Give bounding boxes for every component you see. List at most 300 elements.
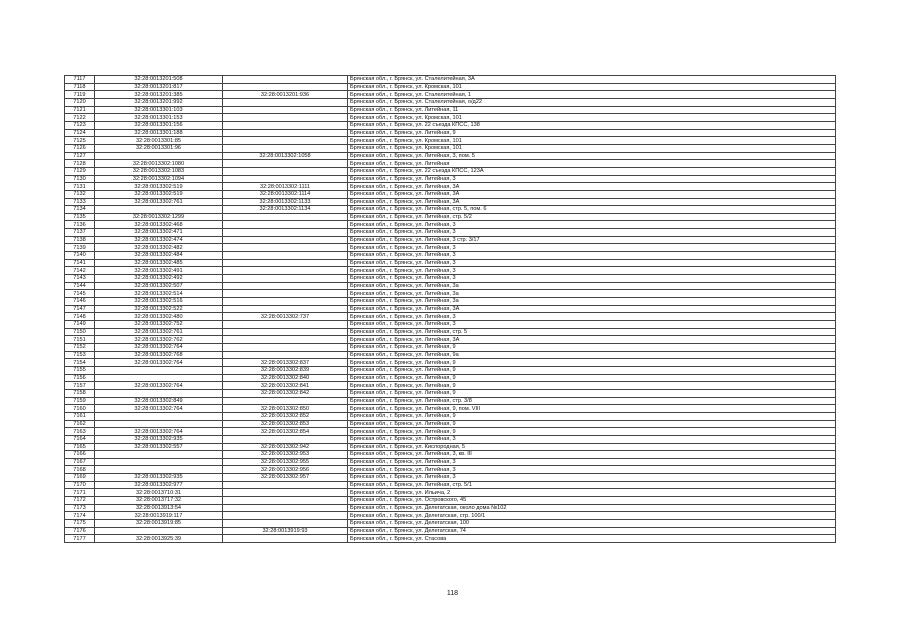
related-number-cell <box>223 129 348 137</box>
table-row <box>65 144 836 152</box>
row-number-cell: 7135 <box>65 213 95 221</box>
cadastral-number-cell: 32:28:0013302:1299 <box>95 213 223 221</box>
table-row <box>65 466 836 474</box>
table-row <box>65 481 836 489</box>
related-number-cell <box>223 167 348 175</box>
related-number-cell <box>223 504 348 512</box>
related-number-cell <box>223 229 348 237</box>
table-row <box>65 137 836 145</box>
row-number-cell: 7162 <box>65 420 95 428</box>
row-number-cell: 7136 <box>65 221 95 229</box>
table-row <box>65 114 836 122</box>
address-cell: Брянская обл., г. Брянск, ул. Литейная, 9 <box>348 343 836 351</box>
cadastral-number-cell: 32:28:0013302:516 <box>95 298 223 306</box>
table-row <box>65 206 836 214</box>
cadastral-number-cell: 32:28:0013710:31 <box>95 489 223 497</box>
cadastral-number-cell: 32:28:0013302:474 <box>95 236 223 244</box>
address-cell: Брянская обл., г. Брянск, ул. Литейная, 9 <box>348 389 836 397</box>
cadastral-number-cell: 32:28:0013717:32 <box>95 497 223 505</box>
table-row <box>65 343 836 351</box>
related-number-cell: 32:28:0013302:852 <box>223 412 348 420</box>
related-number-cell <box>223 435 348 443</box>
cadastral-number-cell <box>95 152 223 160</box>
related-number-cell: 32:28:0013302:854 <box>223 428 348 436</box>
address-cell: Брянская обл., г. Брянск, ул. Кромская, 101 <box>348 144 836 152</box>
related-number-cell <box>223 298 348 306</box>
row-number-cell: 7117 <box>65 76 95 84</box>
address-cell: Брянская обл., г. Брянск, ул. Литейная, 3 <box>348 229 836 237</box>
related-number-cell <box>223 328 348 336</box>
cadastral-number-cell: 32:28:0013302:507 <box>95 282 223 290</box>
related-number-cell: 32:28:0013919:93 <box>223 527 348 535</box>
related-number-cell <box>223 213 348 221</box>
address-cell: Брянская обл., г. Брянск, ул. Литейная, 3а <box>348 282 836 290</box>
table-row <box>65 198 836 206</box>
address-cell: Брянская обл., г. Брянск, ул. Литейная, 9, пом. VIII <box>348 405 836 413</box>
address-cell: Брянская обл., г. Брянск, ул. Литейная, 3 стр. 3/17 <box>348 236 836 244</box>
cadastral-number-cell: 32:28:0013302:519 <box>95 190 223 198</box>
address-cell: Брянская обл., г. Брянск, ул. Литейная, 3А <box>348 198 836 206</box>
cadastral-number-cell: 32:28:0013302:764 <box>95 428 223 436</box>
row-number-cell: 7122 <box>65 114 95 122</box>
address-cell: Брянская обл., г. Брянск, ул. Литейная, 9 <box>348 359 836 367</box>
related-number-cell <box>223 244 348 252</box>
table-row <box>65 428 836 436</box>
table-row <box>65 489 836 497</box>
row-number-cell: 7143 <box>65 275 95 283</box>
address-cell: Брянская обл., г. Брянск, ул. Литейная, 3 <box>348 252 836 260</box>
related-number-cell: 32:28:0013302:955 <box>223 458 348 466</box>
address-cell: Брянская обл., г. Брянск, ул. Литейная, 9 <box>348 382 836 390</box>
related-number-cell <box>223 282 348 290</box>
related-number-cell <box>223 497 348 505</box>
table-row <box>65 305 836 313</box>
address-cell: Брянская обл., г. Брянск, ул. Делегатская, 74 <box>348 527 836 535</box>
address-cell: Брянская обл., г. Брянск, ул. Литейная, стр. 5, пом. 6 <box>348 206 836 214</box>
cadastral-number-cell: 32:28:0013913:54 <box>95 504 223 512</box>
cadastral-number-cell <box>95 412 223 420</box>
address-cell: Брянская обл., г. Брянск, ул. Литейная, стр. 5/1 <box>348 481 836 489</box>
row-number-cell: 7153 <box>65 351 95 359</box>
cadastral-number-cell: 32:28:0013302:752 <box>95 321 223 329</box>
cadastral-number-cell: 32:28:0013302:761 <box>95 198 223 206</box>
address-cell: Брянская обл., г. Брянск, ул. Литейная, 9а <box>348 351 836 359</box>
table-row <box>65 458 836 466</box>
address-cell: Брянская обл., г. Брянск, ул. Литейная, 3А <box>348 183 836 191</box>
cadastral-number-cell: 32:28:0013302:480 <box>95 313 223 321</box>
address-cell: Брянская обл., г. Брянск, ул. 22 съезда КПСС, 123А <box>348 167 836 175</box>
table-row <box>65 520 836 528</box>
cadastral-number-cell <box>95 420 223 428</box>
row-number-cell: 7129 <box>65 167 95 175</box>
address-cell: Брянская обл., г. Брянск, ул. Сталелитейная, о/д22 <box>348 98 836 106</box>
cadastral-number-cell: 32:28:0013301:103 <box>95 106 223 114</box>
table-row <box>65 91 836 99</box>
row-number-cell: 7171 <box>65 489 95 497</box>
cadastral-number-cell: 32:28:0013302:977 <box>95 481 223 489</box>
cadastral-number-cell: 32:28:0013919:85 <box>95 520 223 528</box>
address-cell: Брянская обл., г. Брянск, ул. Литейная, 9 <box>348 412 836 420</box>
related-number-cell: 32:28:0013302:1058 <box>223 152 348 160</box>
table-row <box>65 328 836 336</box>
row-number-cell: 7164 <box>65 435 95 443</box>
table-row <box>65 474 836 482</box>
cadastral-number-cell: 32:28:0013301:156 <box>95 121 223 129</box>
row-number-cell: 7138 <box>65 236 95 244</box>
address-cell: Брянская обл., г. Брянск, ул. Литейная, 11 <box>348 106 836 114</box>
table-row <box>65 382 836 390</box>
row-number-cell: 7141 <box>65 259 95 267</box>
cadastral-number-cell: 32:28:0013302:1083 <box>95 167 223 175</box>
address-cell: Брянская обл., г. Брянск, ул. Литейная, 3А <box>348 336 836 344</box>
address-cell: Брянская обл., г. Брянск, ул. Литейная <box>348 160 836 168</box>
address-cell: Брянская обл., г. Брянск, ул. Литейная, стр. 3/8 <box>348 397 836 405</box>
address-cell: Брянская обл., г. Брянск, ул. Литейная, 9 <box>348 420 836 428</box>
row-number-cell: 7161 <box>65 412 95 420</box>
row-number-cell: 7156 <box>65 374 95 382</box>
related-number-cell: 32:28:0013302:839 <box>223 366 348 374</box>
table-row <box>65 527 836 535</box>
cadastral-number-cell <box>95 451 223 459</box>
row-number-cell: 7120 <box>65 98 95 106</box>
row-number-cell: 7130 <box>65 175 95 183</box>
address-cell: Брянская обл., г. Брянск, ул. Литейная, 9 <box>348 428 836 436</box>
related-number-cell <box>223 336 348 344</box>
row-number-cell: 7149 <box>65 321 95 329</box>
address-cell: Брянская обл., г. Брянск, ул. Литейная, 3 <box>348 221 836 229</box>
table-row <box>65 366 836 374</box>
address-cell: Брянская обл., г. Брянск, ул. Литейная, 3 <box>348 435 836 443</box>
table-row <box>65 405 836 413</box>
row-number-cell: 7119 <box>65 91 95 99</box>
cadastral-number-cell: 32:28:0013925:39 <box>95 535 223 543</box>
row-number-cell: 7167 <box>65 458 95 466</box>
row-number-cell: 7157 <box>65 382 95 390</box>
table-row <box>65 121 836 129</box>
cadastral-number-cell: 32:28:0013302:557 <box>95 443 223 451</box>
related-number-cell <box>223 489 348 497</box>
cadastral-number-cell: 32:28:0013302:1080 <box>95 160 223 168</box>
row-number-cell: 7151 <box>65 336 95 344</box>
table-row <box>65 443 836 451</box>
row-number-cell: 7121 <box>65 106 95 114</box>
related-number-cell: 32:28:0013302:1114 <box>223 190 348 198</box>
cadastral-number-cell <box>95 206 223 214</box>
cadastral-number-cell: 32:28:0013302:514 <box>95 290 223 298</box>
related-number-cell <box>223 236 348 244</box>
cadastral-number-cell: 32:28:0013302:764 <box>95 343 223 351</box>
cadastral-number-cell: 32:28:0013302:764 <box>95 359 223 367</box>
row-number-cell: 7177 <box>65 535 95 543</box>
related-number-cell <box>223 275 348 283</box>
cadastral-number-cell <box>95 366 223 374</box>
cadastral-number-cell: 32:28:0013302:935 <box>95 435 223 443</box>
related-number-cell: 32:28:0013302:953 <box>223 451 348 459</box>
row-number-cell: 7176 <box>65 527 95 535</box>
row-number-cell: 7169 <box>65 474 95 482</box>
row-number-cell: 7144 <box>65 282 95 290</box>
row-number-cell: 7124 <box>65 129 95 137</box>
table-row <box>65 313 836 321</box>
address-cell: Брянская обл., г. Брянск, ул. Литейная, 3 <box>348 474 836 482</box>
row-number-cell: 7118 <box>65 83 95 91</box>
data-table <box>64 75 836 543</box>
cadastral-number-cell: 32:28:0013302:468 <box>95 221 223 229</box>
row-number-cell: 7173 <box>65 504 95 512</box>
cadastral-number-cell: 32:28:0013302:491 <box>95 267 223 275</box>
address-cell: Брянская обл., г. Брянск, ул. Литейная, 3 <box>348 259 836 267</box>
cadastral-number-cell: 32:28:0013302:762 <box>95 336 223 344</box>
address-cell: Брянская обл., г. Брянск, ул. Литейная, 3 <box>348 321 836 329</box>
row-number-cell: 7152 <box>65 343 95 351</box>
related-number-cell <box>223 267 348 275</box>
related-number-cell: 32:28:0013302:853 <box>223 420 348 428</box>
cadastral-number-cell: 32:28:0013302:484 <box>95 252 223 260</box>
row-number-cell: 7134 <box>65 206 95 214</box>
cadastral-number-cell: 32:28:0013301:153 <box>95 114 223 122</box>
table-row <box>65 351 836 359</box>
cadastral-number-cell: 32:28:0013302:492 <box>95 275 223 283</box>
address-cell: Брянская обл., г. Брянск, ул. Литейная, 3 <box>348 458 836 466</box>
table-row <box>65 336 836 344</box>
row-number-cell: 7165 <box>65 443 95 451</box>
table-row <box>65 275 836 283</box>
row-number-cell: 7128 <box>65 160 95 168</box>
related-number-cell: 32:28:0013302:956 <box>223 466 348 474</box>
cadastral-number-cell: 32:28:0013301:188 <box>95 129 223 137</box>
page-number: 118 <box>446 590 459 597</box>
related-number-cell: 32:28:0013302:841 <box>223 382 348 390</box>
table-row <box>65 359 836 367</box>
cadastral-number-cell <box>95 374 223 382</box>
related-number-cell <box>223 252 348 260</box>
related-number-cell <box>223 343 348 351</box>
table-row <box>65 183 836 191</box>
row-number-cell: 7145 <box>65 290 95 298</box>
table-row <box>65 229 836 237</box>
cadastral-number-cell: 32:28:0013302:485 <box>95 259 223 267</box>
address-cell: Брянская обл., г. Брянск, ул. Стасова <box>348 535 836 543</box>
row-number-cell: 7159 <box>65 397 95 405</box>
related-number-cell <box>223 175 348 183</box>
related-number-cell: 32:28:0013302:957 <box>223 474 348 482</box>
address-cell: Брянская обл., г. Брянск, ул. Кислородная, 5 <box>348 443 836 451</box>
row-number-cell: 7158 <box>65 389 95 397</box>
related-number-cell <box>223 221 348 229</box>
related-number-cell <box>223 481 348 489</box>
table-row <box>65 190 836 198</box>
related-number-cell <box>223 160 348 168</box>
address-cell: Брянская обл., г. Брянск, ул. Литейная, 3 <box>348 267 836 275</box>
table-row <box>65 298 836 306</box>
table-row <box>65 98 836 106</box>
row-number-cell: 7123 <box>65 121 95 129</box>
cadastral-number-cell: 32:28:0013302:519 <box>95 183 223 191</box>
row-number-cell: 7150 <box>65 328 95 336</box>
related-number-cell: 32:28:0013302:837 <box>223 359 348 367</box>
address-cell: Брянская обл., г. Брянск, ул. Островского, 45 <box>348 497 836 505</box>
address-cell: Брянская обл., г. Брянск, ул. Литейная, 9 <box>348 374 836 382</box>
cadastral-number-cell: 32:28:0013302:471 <box>95 229 223 237</box>
row-number-cell: 7140 <box>65 252 95 260</box>
related-number-cell <box>223 144 348 152</box>
related-number-cell: 32:28:0013302:840 <box>223 374 348 382</box>
table-row <box>65 236 836 244</box>
table-row <box>65 160 836 168</box>
related-number-cell <box>223 351 348 359</box>
table-row <box>65 213 836 221</box>
related-number-cell <box>223 305 348 313</box>
related-number-cell <box>223 106 348 114</box>
address-cell: Брянская обл., г. Брянск, ул. Литейная, стр. 5/2 <box>348 213 836 221</box>
related-number-cell <box>223 397 348 405</box>
address-cell: Брянская обл., г. Брянск, ул. Литейная, 3, пом. 5 <box>348 152 836 160</box>
table-row <box>65 259 836 267</box>
cadastral-number-cell <box>95 458 223 466</box>
address-cell: Брянская обл., г. Брянск, ул. Делегатская, 100 <box>348 520 836 528</box>
row-number-cell: 7127 <box>65 152 95 160</box>
table-row <box>65 244 836 252</box>
address-cell: Брянская обл., г. Брянск, ул. Литейная, 3 <box>348 175 836 183</box>
table-row <box>65 420 836 428</box>
row-number-cell: 7172 <box>65 497 95 505</box>
cadastral-number-cell: 32:28:0013302:849 <box>95 397 223 405</box>
row-number-cell: 7142 <box>65 267 95 275</box>
cadastral-number-cell: 32:28:0013201:385 <box>95 91 223 99</box>
row-number-cell: 7174 <box>65 512 95 520</box>
address-cell: Брянская обл., г. Брянск, ул. Кромская, 101 <box>348 83 836 91</box>
table-row <box>65 221 836 229</box>
address-cell: Брянская обл., г. Брянск, ул. Литейная, 3 <box>348 313 836 321</box>
table-row <box>65 389 836 397</box>
address-cell: Брянская обл., г. Брянск, ул. Литейная, 3, кв. III <box>348 451 836 459</box>
address-cell: Брянская обл., г. Брянск, ул. Кромская, 101 <box>348 137 836 145</box>
related-number-cell: 32:28:0013302:842 <box>223 389 348 397</box>
cadastral-number-cell <box>95 389 223 397</box>
address-cell: Брянская обл., г. Брянск, ул. Ильича, 2 <box>348 489 836 497</box>
cadastral-number-cell: 32:28:0013302:482 <box>95 244 223 252</box>
row-number-cell: 7146 <box>65 298 95 306</box>
table-row <box>65 167 836 175</box>
table-row <box>65 504 836 512</box>
related-number-cell <box>223 114 348 122</box>
row-number-cell: 7166 <box>65 451 95 459</box>
table-row <box>65 374 836 382</box>
row-number-cell: 7160 <box>65 405 95 413</box>
row-number-cell: 7125 <box>65 137 95 145</box>
address-cell: Брянская обл., г. Брянск, ул. Сталелитейная, 3А <box>348 76 836 84</box>
cadastral-number-cell: 32:28:0013302:935 <box>95 474 223 482</box>
table-row <box>65 252 836 260</box>
table-row <box>65 282 836 290</box>
row-number-cell: 7148 <box>65 313 95 321</box>
table-row <box>65 497 836 505</box>
table-row <box>65 451 836 459</box>
related-number-cell: 32:28:0013302:1111 <box>223 183 348 191</box>
cadastral-number-cell: 32:28:0013201:508 <box>95 76 223 84</box>
table-row <box>65 152 836 160</box>
address-cell: Брянская обл., г. Брянск, ул. Литейная, 3а <box>348 298 836 306</box>
address-cell: Брянская обл., г. Брянск, ул. Литейная, 3 <box>348 275 836 283</box>
row-number-cell: 7163 <box>65 428 95 436</box>
related-number-cell <box>223 535 348 543</box>
row-number-cell: 7131 <box>65 183 95 191</box>
table-row <box>65 435 836 443</box>
related-number-cell: 32:28:0013302:850 <box>223 405 348 413</box>
cadastral-number-cell: 32:28:0013302:522 <box>95 305 223 313</box>
row-number-cell: 7139 <box>65 244 95 252</box>
cadastral-number-cell: 32:28:0013919:117 <box>95 512 223 520</box>
table-row <box>65 175 836 183</box>
related-number-cell <box>223 512 348 520</box>
row-number-cell: 7132 <box>65 190 95 198</box>
cadastral-number-cell: 32:28:0013302:768 <box>95 351 223 359</box>
address-cell: Брянская обл., г. Брянск, ул. Литейная, 3А <box>348 305 836 313</box>
row-number-cell: 7170 <box>65 481 95 489</box>
table-row <box>65 397 836 405</box>
table-row <box>65 129 836 137</box>
cadastral-number-cell <box>95 466 223 474</box>
related-number-cell <box>223 83 348 91</box>
related-number-cell: 32:28:0013302:1134 <box>223 206 348 214</box>
address-cell: Брянская обл., г. Брянск, ул. 22 съезда КПСС, 138 <box>348 121 836 129</box>
related-number-cell: 32:28:0013302:1133 <box>223 198 348 206</box>
address-cell: Брянская обл., г. Брянск, ул. Литейная, 9 <box>348 129 836 137</box>
row-number-cell: 7126 <box>65 144 95 152</box>
cadastral-number-cell <box>95 527 223 535</box>
address-cell: Брянская обл., г. Брянск, ул. Литейная, 9 <box>348 366 836 374</box>
table-row <box>65 76 836 84</box>
table-row <box>65 412 836 420</box>
row-number-cell: 7133 <box>65 198 95 206</box>
related-number-cell <box>223 520 348 528</box>
related-number-cell: 32:28:0013302:942 <box>223 443 348 451</box>
related-number-cell: 32:28:0013201:936 <box>223 91 348 99</box>
cadastral-number-cell: 32:28:0013302:761 <box>95 328 223 336</box>
related-number-cell <box>223 259 348 267</box>
row-number-cell: 7137 <box>65 229 95 237</box>
cadastral-number-cell: 32:28:0013201:992 <box>95 98 223 106</box>
row-number-cell: 7155 <box>65 366 95 374</box>
address-cell: Брянская обл., г. Брянск, ул. Делегатская, около дома №102 <box>348 504 836 512</box>
table-row <box>65 290 836 298</box>
related-number-cell <box>223 137 348 145</box>
address-cell: Брянская обл., г. Брянск, ул. Сталелитейная, 1 <box>348 91 836 99</box>
cadastral-number-cell: 32:28:0013301:85 <box>95 137 223 145</box>
cadastral-number-cell: 32:28:0013302:1094 <box>95 175 223 183</box>
cadastral-number-cell: 32:28:0013301:96 <box>95 144 223 152</box>
cadastral-number-cell: 32:28:0013302:764 <box>95 405 223 413</box>
row-number-cell: 7168 <box>65 466 95 474</box>
address-cell: Брянская обл., г. Брянск, ул. Литейная, 3 <box>348 244 836 252</box>
table-row <box>65 321 836 329</box>
related-number-cell <box>223 290 348 298</box>
table-row <box>65 267 836 275</box>
related-number-cell <box>223 121 348 129</box>
related-number-cell <box>223 98 348 106</box>
address-cell: Брянская обл., г. Брянск, ул. Кромская, 101 <box>348 114 836 122</box>
row-number-cell: 7147 <box>65 305 95 313</box>
address-cell: Брянская обл., г. Брянск, ул. Литейная, стр. 5 <box>348 328 836 336</box>
cadastral-number-cell: 32:28:0013302:764 <box>95 382 223 390</box>
table-row <box>65 83 836 91</box>
table-body <box>65 76 836 543</box>
address-cell: Брянская обл., г. Брянск, ул. Литейная, 3а <box>348 290 836 298</box>
table-row <box>65 512 836 520</box>
address-cell: Брянская обл., г. Брянск, ул. Литейная, 3А <box>348 190 836 198</box>
related-number-cell <box>223 321 348 329</box>
row-number-cell: 7154 <box>65 359 95 367</box>
